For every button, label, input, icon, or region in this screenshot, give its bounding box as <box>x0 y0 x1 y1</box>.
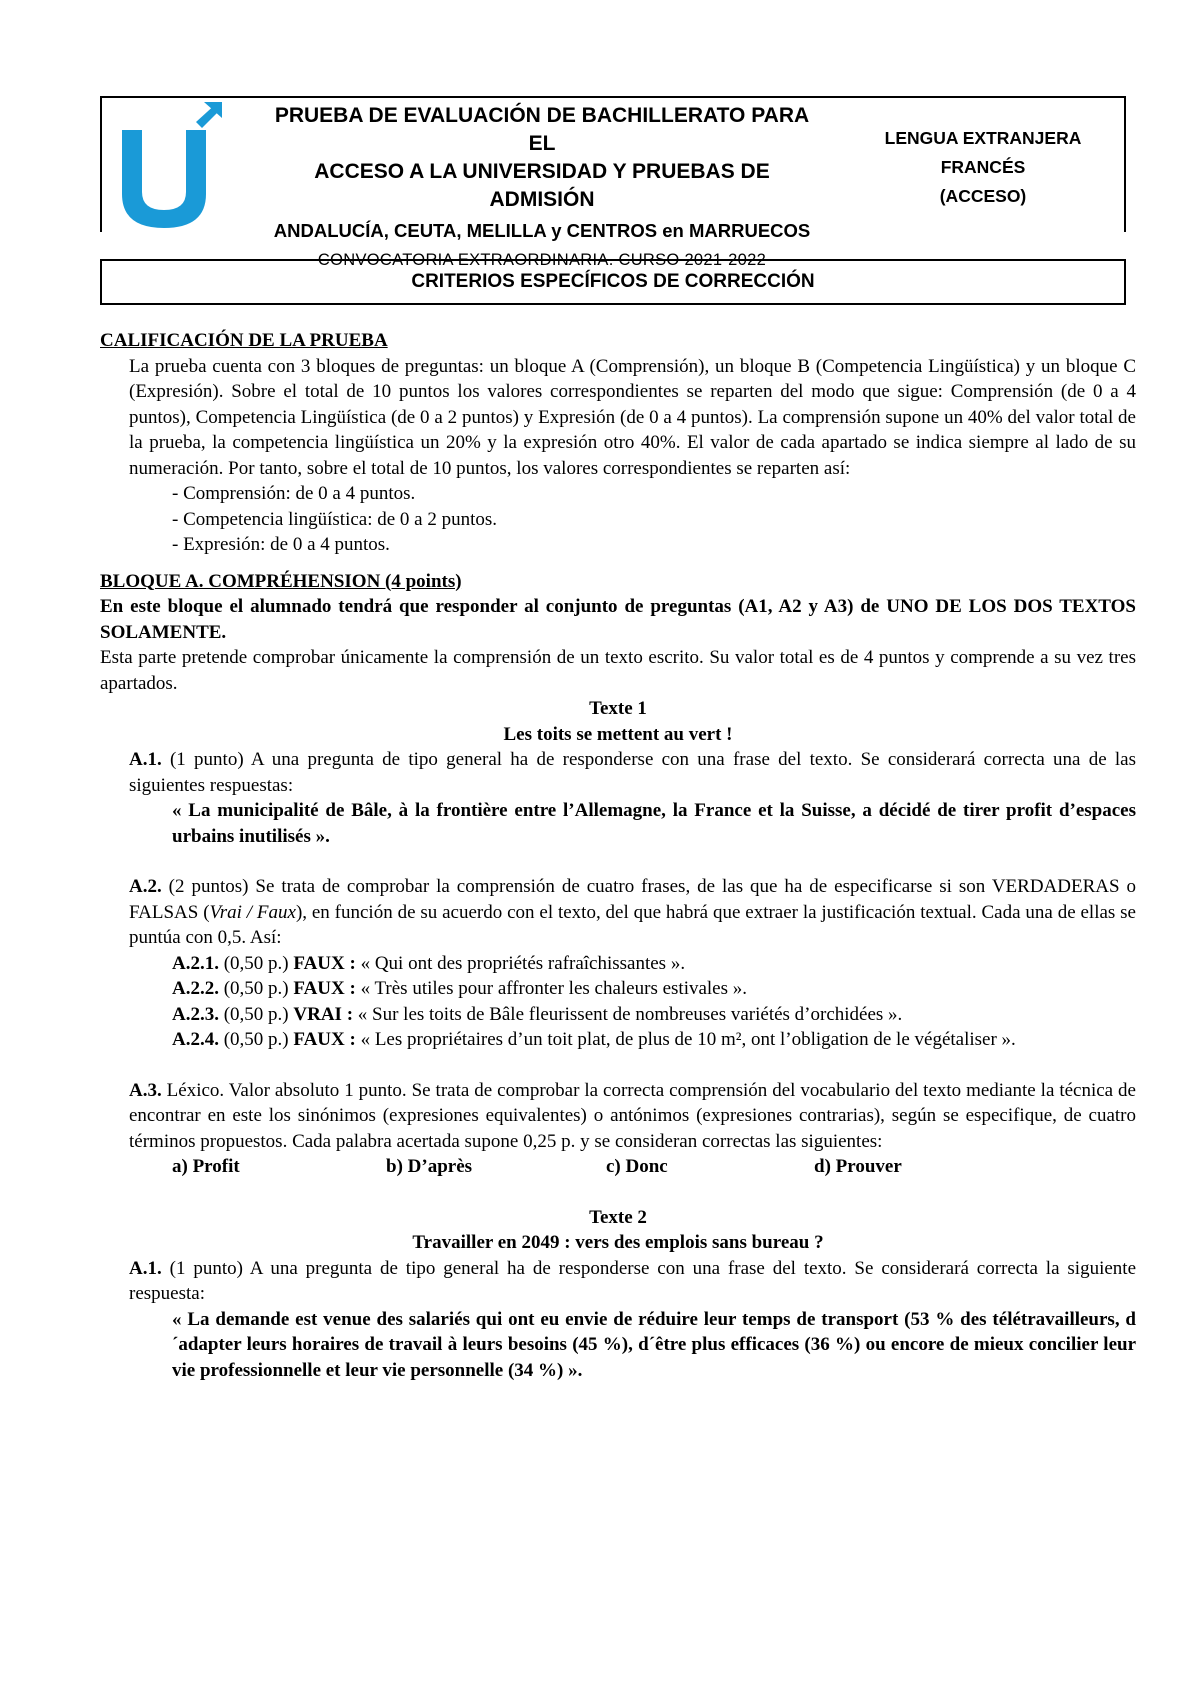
vocab-word: b) D’après <box>386 1156 473 1177</box>
question-text: (1 punto) A una pregunta de tipo general ha de responderse con una frase del texto. Se considerará correcta la siguiente respuesta: <box>129 1257 1136 1304</box>
a2-item <box>100 1027 1136 1053</box>
question-text: (2 puntos) Se trata de comprobar la comprensión de cuatro frases, de las que ha de especificarse si son VERDADERAS o FALSAS ( <box>129 876 1136 923</box>
subject-line2: FRANCÉS <box>940 157 1026 177</box>
question-number: A.1. <box>129 1257 162 1279</box>
item-points: (0,50 p.) <box>218 978 294 999</box>
item-number: A.2.1. <box>172 952 219 974</box>
calificacion-title: CALIFICACIÓN DE LA PRUEBA <box>100 330 388 351</box>
calificacion-paragraph: La prueba cuenta con 3 bloques de preguntas: un bloque A (Comprensión), un bloque B (Competencia Lingüística) y un bloque C (Expresión). Sobre el total de 10 puntos los valores correspondientes se reparten del modo que sigue: Comprensión (de 0 a 4 puntos), Competencia Lingüística (de 0 a 2 puntos) y Expresión (de 0 a 4 puntos). La comprensión supone un 40% del valor total de la prueba, la competencia lingüística un 20% y la expresión otro 40%. El valor de cada apartado se indica siempre al lado de su numeración. Por tanto, sobre el total de 10 puntos, los valores correspondientes se reparten así: <box>129 355 1136 479</box>
vocab-word: d) Prouver <box>814 1156 902 1177</box>
a2-item <box>100 976 1136 1002</box>
item-quote: « Très utiles pour affronter les chaleurs estivales ». <box>355 978 748 999</box>
question-text: (1 punto) A una pregunta de tipo general ha de responderse con una frase del texto. Se considerará correcta una de las siguientes respuestas: <box>129 749 1136 796</box>
item-quote: « Les propriétaires d’un toit plat, de plus de 10 m², ont l’obligation de le végétaliser ». <box>355 1029 1016 1050</box>
vocab-word: a) Profit <box>172 1156 240 1177</box>
item-points: (0,50 p.) <box>218 1029 294 1050</box>
convocatoria: CONVOCATORIA EXTRAORDINARIA. CURSO 2021-2022 <box>317 251 767 269</box>
question-text: Léxico. Valor absoluto 1 punto. Se trata de comprobar la correcta comprensión del vocabulario del texto mediante la técnica de encontrar en este los sinónimos (expresiones equivalentes) o antónimos (expresiones contrarias), según se especifique, de cuatro términos propuestos. Cada palabra acertada supone 0,25 p. y se consideran correctas las siguientes: <box>129 1079 1136 1152</box>
bloque-a-title: BLOQUE A. COMPRÉHENSION (4 points) <box>100 570 462 592</box>
texte1-title: Les toits se mettent au vert ! <box>503 723 733 745</box>
subject-line1: LENGUA EXTRANJERA <box>884 128 1082 148</box>
list-item: - Expresión: de 0 a 4 puntos. <box>172 534 390 555</box>
question-number: A.2. <box>129 876 162 897</box>
list-item: - Competencia lingüística: de 0 a 2 puntos. <box>172 508 498 530</box>
item-quote: « Sur les toits de Bâle fleurissent de nombreuses variétés d’orchidées ». <box>353 1003 903 1025</box>
university-logo <box>118 100 222 230</box>
criterios-title: CRITERIOS ESPECÍFICOS DE CORRECCIÓN <box>100 259 1126 305</box>
item-points: (0,50 p.) <box>218 952 294 974</box>
texte1-a1-answer: « La municipalité de Bâle, à la frontière entre l’Allemagne, la France et la Suisse, a décidé de tirer profit d’espaces urbains inutilisés ». <box>172 800 1136 847</box>
question-text-cont: ), en función de su acuerdo con el texto, del que habrá que extraer la justificación textual. Cada una de ellas se puntúa con 0,5. Así: <box>129 901 1136 948</box>
texte1-a1 <box>100 747 1136 798</box>
item-verdict: FAUX : <box>293 952 356 974</box>
a2-item <box>100 951 1136 977</box>
bloque-a-intro: Esta parte pretende comprobar únicamente la comprensión de un texto escrito. Su valor total es de 4 puntos y comprende a su vez tres apartados. <box>100 647 1136 694</box>
subject-line3: (ACCESO) <box>939 186 1027 206</box>
texte1-a3 <box>100 1078 1136 1155</box>
texte2-a1-answer: « La demande est venue des salariés qui ont eu envie de réduire leur temps de transport (53 % des télétravailleurs, d´adapter leurs horaires de travail à leurs besoins (45 %), d´être plus efficaces (36 %) ou encore de mieux concilier leur vie professionnelle et leur vie personnelle (34 %) ». <box>172 1308 1136 1381</box>
texte1-label: Texte 1 <box>589 698 647 719</box>
texte2-a1 <box>100 1256 1136 1307</box>
item-verdict: FAUX : <box>293 978 356 999</box>
item-verdict: VRAI : <box>293 1003 354 1025</box>
header-box <box>100 96 1126 269</box>
exam-title-line1: PRUEBA DE EVALUACIÓN DE BACHILLERATO PARA EL <box>274 104 810 155</box>
item-number: A.2.2. <box>172 978 219 999</box>
a3-words <box>100 1154 1136 1180</box>
vocab-word: c) Donc <box>606 1156 668 1177</box>
item-quote: « Qui ont des propriétés rafraîchissantes ». <box>355 952 686 974</box>
exam-subtitle: ANDALUCÍA, CEUTA, MELILLA y CENTROS en MARRUECOS <box>273 220 811 241</box>
question-italic: Vrai / Faux <box>209 901 296 923</box>
a2-item <box>100 1002 1136 1028</box>
item-verdict: FAUX : <box>293 1029 356 1050</box>
question-number: A.3. <box>129 1079 162 1101</box>
exam-title-line2: ACCESO A LA UNIVERSIDAD Y PRUEBAS DE ADMISIÓN <box>314 160 770 211</box>
texte2-title: Travailler en 2049 : vers des emplois sans bureau ? <box>412 1232 824 1253</box>
item-number: A.2.3. <box>172 1003 219 1025</box>
texte2-label: Texte 2 <box>589 1206 647 1228</box>
item-number: A.2.4. <box>172 1029 219 1050</box>
list-item: - Comprensión: de 0 a 4 puntos. <box>172 483 416 504</box>
question-number: A.1. <box>129 749 162 770</box>
item-points: (0,50 p.) <box>218 1003 294 1025</box>
texte1-a2 <box>100 874 1136 951</box>
bloque-a-instruction: En este bloque el alumnado tendrá que responder al conjunto de preguntas (A1, A2 y A3) de UNO DE LOS DOS TEXTOS SOLAMENTE. <box>100 596 1136 643</box>
document-body <box>100 328 1136 1383</box>
